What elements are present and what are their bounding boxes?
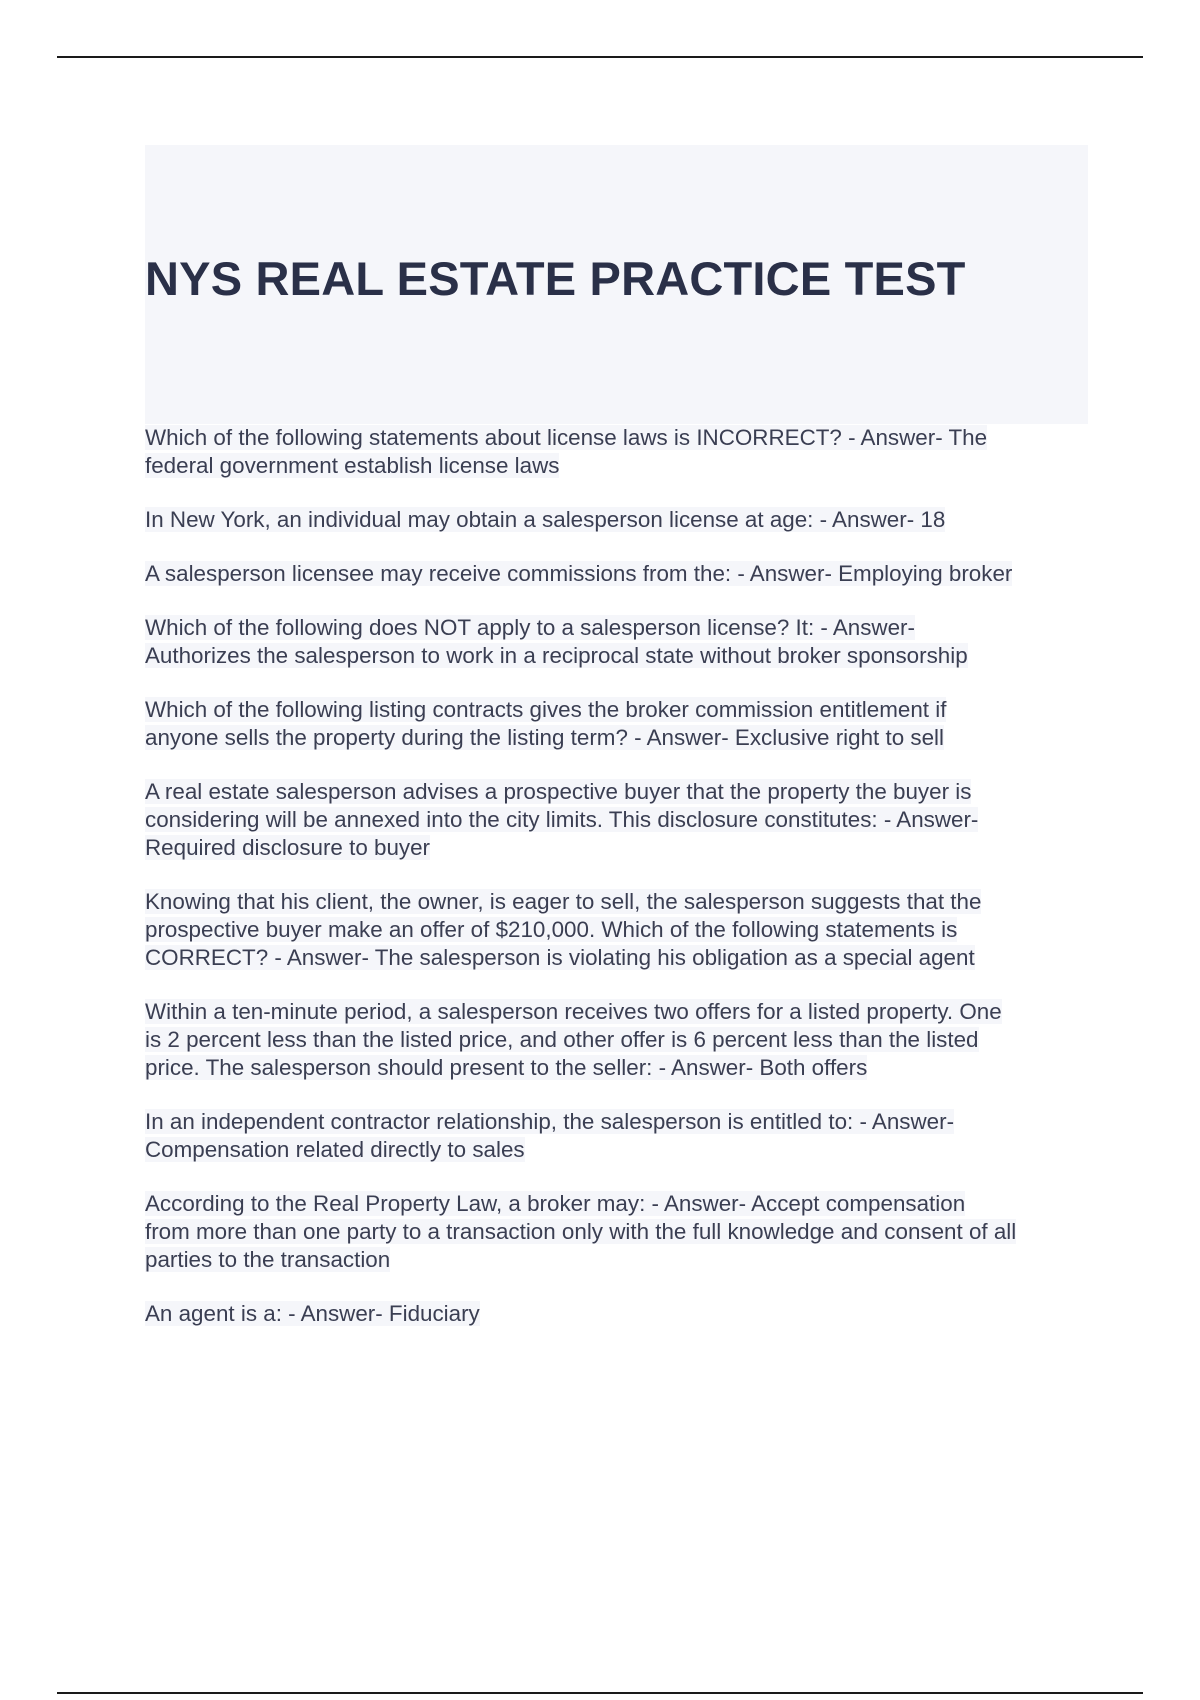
qa-line [145, 944, 1095, 972]
qa-line-text: In an independent contractor relationship, the salesperson is entitled to: - Answer- [145, 1109, 955, 1134]
qa-item [145, 998, 1095, 1082]
qa-item [145, 614, 1095, 670]
qa-line-text: considering will be annexed into the city limits. This disclosure constitutes: - Answer- [145, 807, 979, 832]
qa-line-text: Compensation related directly to sales [145, 1137, 525, 1162]
title-banner [145, 145, 1088, 424]
bottom-rule [57, 1692, 1143, 1694]
qa-line-text: CORRECT? - Answer- The salesperson is violating his obligation as a special agent [145, 945, 975, 970]
qa-line-text: anyone sells the property during the listing term? - Answer- Exclusive right to sell [145, 725, 944, 750]
qa-line [145, 614, 1095, 642]
qa-item [145, 778, 1095, 862]
qa-line [145, 696, 1095, 724]
qa-line [145, 778, 1095, 806]
qa-line-text: A salesperson licensee may receive commissions from the: - Answer- Employing broker [145, 561, 1013, 586]
qa-line-text: Which of the following listing contracts gives the broker commission entitlement if [145, 697, 947, 722]
qa-line [145, 1108, 1095, 1136]
qa-line [145, 998, 1095, 1026]
qa-line-text: from more than one party to a transaction only with the full knowledge and consent of all [145, 1219, 1017, 1244]
document-title: NYS REAL ESTATE PRACTICE TEST [145, 252, 966, 305]
qa-line [145, 424, 1095, 452]
qa-line [145, 1218, 1095, 1246]
qa-line-text: price. The salesperson should present to the seller: - Answer- Both offers [145, 1055, 868, 1080]
question-answer-list [145, 424, 1095, 1354]
qa-line [145, 642, 1095, 670]
qa-line [145, 1300, 1095, 1328]
qa-line [145, 452, 1095, 480]
qa-line [145, 1054, 1095, 1082]
qa-item [145, 424, 1095, 480]
qa-line-text: Knowing that his client, the owner, is eager to sell, the salesperson suggests that the [145, 889, 982, 914]
qa-line [145, 560, 1095, 588]
qa-line [145, 888, 1095, 916]
qa-line [145, 834, 1095, 862]
qa-item [145, 696, 1095, 752]
qa-item [145, 1190, 1095, 1274]
qa-line-text: Authorizes the salesperson to work in a reciprocal state without broker sponsorship [145, 643, 968, 668]
qa-line-text: Required disclosure to buyer [145, 835, 431, 860]
qa-line-text: A real estate salesperson advises a prospective buyer that the property the buyer is [145, 779, 972, 804]
qa-item [145, 1300, 1095, 1328]
qa-item [145, 506, 1095, 534]
qa-line [145, 1026, 1095, 1054]
qa-line [145, 806, 1095, 834]
qa-line-text: is 2 percent less than the listed price, and other offer is 6 percent less than the listed [145, 1027, 979, 1052]
qa-line-text: According to the Real Property Law, a broker may: - Answer- Accept compensation [145, 1191, 966, 1216]
qa-line-text: parties to the transaction [145, 1247, 391, 1272]
qa-line [145, 506, 1095, 534]
qa-line [145, 724, 1095, 752]
qa-line [145, 1136, 1095, 1164]
top-rule [57, 56, 1143, 58]
qa-line-text: In New York, an individual may obtain a salesperson license at age: - Answer- 18 [145, 507, 946, 532]
qa-line [145, 1246, 1095, 1274]
qa-line-text: An agent is a: - Answer- Fiduciary [145, 1301, 480, 1326]
qa-line-text: Which of the following statements about license laws is INCORRECT? - Answer- The [145, 425, 988, 450]
qa-item [145, 1108, 1095, 1164]
qa-line-text: federal government establish license laws [145, 453, 560, 478]
qa-item [145, 888, 1095, 972]
qa-line-text: Within a ten-minute period, a salesperson receives two offers for a listed property. One [145, 999, 1002, 1024]
qa-line-text: prospective buyer make an offer of $210,000. Which of the following statements is [145, 917, 958, 942]
qa-line-text: Which of the following does NOT apply to a salesperson license? It: - Answer- [145, 615, 915, 640]
qa-line [145, 1190, 1095, 1218]
qa-item [145, 560, 1095, 588]
qa-line [145, 916, 1095, 944]
